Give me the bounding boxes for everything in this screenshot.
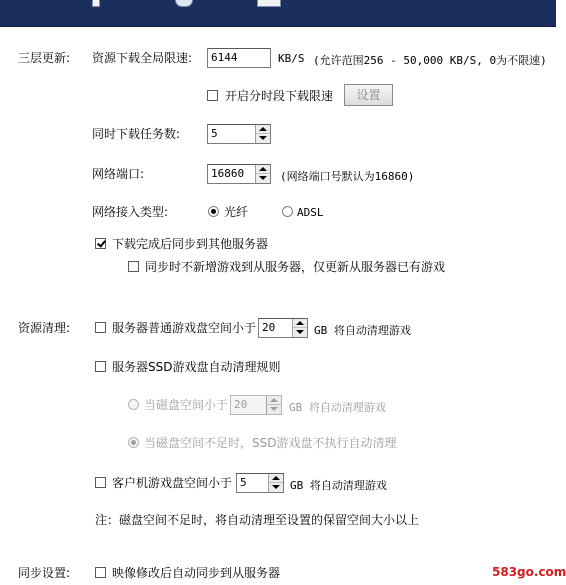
server-disk-spinner[interactable] bbox=[258, 318, 308, 338]
sync-after-download-checkbox[interactable] bbox=[95, 238, 106, 249]
client-disk-checkbox-wrap[interactable] bbox=[95, 477, 106, 491]
spinner-down-icon[interactable] bbox=[269, 483, 283, 492]
ssd-less-radio-wrap[interactable] bbox=[128, 399, 139, 413]
network-port-value: 16860 bbox=[211, 167, 245, 180]
spinner-arrows[interactable] bbox=[268, 474, 283, 492]
spinner-arrows[interactable] bbox=[255, 165, 270, 183]
spinner-down-icon[interactable] bbox=[256, 134, 270, 143]
sync-after-download-label: 下载完成后同步到其他服务器 bbox=[112, 237, 269, 251]
server-disk-checkbox-wrap[interactable] bbox=[95, 322, 106, 336]
ssd-less-label: 当磁盘空间小于 bbox=[144, 398, 229, 412]
spinner-down-icon[interactable] bbox=[256, 174, 270, 183]
server-disk-label: 服务器普通游戏盘空间小于 bbox=[112, 321, 257, 335]
ssd-rule-checkbox[interactable] bbox=[95, 361, 106, 372]
spinner-down-icon[interactable] bbox=[267, 405, 281, 414]
image-sync-label: 映像修改后自动同步到从服务器 bbox=[112, 566, 281, 580]
spinner-arrows[interactable] bbox=[255, 125, 270, 143]
client-disk-label: 客户机游戏盘空间小于 bbox=[112, 476, 233, 490]
ssd-no-clean-radio-wrap[interactable] bbox=[128, 437, 139, 451]
net-type-adsl-label: ADSL bbox=[297, 206, 324, 219]
concurrent-tasks-value: 5 bbox=[211, 127, 218, 140]
ssd-less-suffix: GB 将自动清理游戏 bbox=[289, 401, 386, 414]
network-type-label: 网络接入类型: bbox=[92, 205, 169, 219]
client-disk-value: 5 bbox=[240, 476, 247, 489]
concurrent-tasks-spinner[interactable] bbox=[207, 124, 271, 144]
spinner-up-icon[interactable] bbox=[256, 125, 270, 134]
toolbar-tab-stub[interactable] bbox=[257, 0, 281, 7]
ssd-no-clean-label: 当磁盘空间不足时，SSD游戏盘不执行自动清理 bbox=[144, 436, 397, 450]
spinner-up-icon[interactable] bbox=[293, 319, 307, 328]
spinner-arrows[interactable] bbox=[292, 319, 307, 337]
net-type-adsl-radio[interactable] bbox=[282, 206, 293, 217]
client-disk-checkbox[interactable] bbox=[95, 477, 106, 488]
section-label-sync: 同步设置: bbox=[18, 566, 71, 580]
spinner-up-icon[interactable] bbox=[269, 474, 283, 483]
image-sync-checkbox[interactable] bbox=[95, 567, 106, 578]
network-port-spinner[interactable] bbox=[207, 164, 271, 184]
timed-limit-checkbox[interactable] bbox=[207, 90, 218, 101]
network-port-hint: (网络端口号默认为16860) bbox=[280, 170, 415, 183]
toolbar-tab-stub[interactable] bbox=[175, 0, 193, 7]
net-type-fiber-label: 光纤 bbox=[224, 205, 249, 219]
no-new-games-label: 同步时不新增游戏到从服务器，仅更新从服务器已有游戏 bbox=[145, 260, 446, 274]
timed-limit-checkbox-wrap[interactable] bbox=[207, 90, 218, 104]
server-disk-value: 20 bbox=[262, 321, 276, 334]
ssd-less-value: 20 bbox=[234, 398, 248, 411]
ssd-no-clean-radio[interactable] bbox=[128, 437, 139, 448]
concurrent-tasks-label: 同时下载任务数: bbox=[92, 127, 181, 141]
ssd-rule-checkbox-wrap[interactable] bbox=[95, 361, 106, 375]
net-type-fiber-radio[interactable] bbox=[208, 206, 219, 217]
ssd-less-spinner[interactable] bbox=[230, 395, 282, 415]
ssd-rule-label: 服务器SSD游戏盘自动清理规则 bbox=[112, 360, 281, 374]
section-label-sansheng: 三层更新: bbox=[18, 51, 71, 65]
net-type-fiber-radio-wrap[interactable] bbox=[208, 206, 219, 220]
sync-after-download-checkbox-wrap[interactable] bbox=[95, 238, 106, 252]
timed-limit-label: 开启分时段下载限速 bbox=[225, 89, 334, 103]
window-title-bar bbox=[0, 0, 556, 27]
server-disk-suffix: GB 将自动清理游戏 bbox=[314, 324, 411, 337]
net-type-adsl-radio-wrap[interactable] bbox=[282, 206, 293, 220]
global-speed-limit-unit: KB/S bbox=[278, 52, 305, 65]
section-label-cleanup: 资源清理: bbox=[18, 321, 71, 335]
timed-limit-settings-button[interactable]: 设置 bbox=[344, 84, 393, 106]
global-speed-limit-input[interactable]: 6144 bbox=[207, 48, 271, 68]
server-disk-checkbox[interactable] bbox=[95, 322, 106, 333]
no-new-games-checkbox[interactable] bbox=[128, 261, 139, 272]
ssd-less-radio[interactable] bbox=[128, 399, 139, 410]
site-watermark: 583go.com bbox=[492, 565, 566, 579]
cleanup-note: 注：磁盘空间不足时，将自动清理至设置的保留空间大小以上 bbox=[95, 513, 420, 527]
client-disk-spinner[interactable] bbox=[236, 473, 284, 493]
spinner-up-icon[interactable] bbox=[256, 165, 270, 174]
network-port-label: 网络端口: bbox=[92, 167, 145, 181]
spinner-arrows[interactable] bbox=[266, 396, 281, 414]
global-speed-limit-hint: (允许范围256 - 50,000 KB/S, 0为不限速) bbox=[313, 54, 547, 67]
spinner-up-icon[interactable] bbox=[267, 396, 281, 405]
image-sync-checkbox-wrap[interactable] bbox=[95, 567, 106, 581]
no-new-games-checkbox-wrap[interactable] bbox=[128, 261, 139, 275]
spinner-down-icon[interactable] bbox=[293, 328, 307, 337]
toolbar-tab-stub[interactable] bbox=[92, 0, 100, 7]
client-disk-suffix: GB 将自动清理游戏 bbox=[290, 479, 387, 492]
global-speed-limit-label: 资源下载全局限速: bbox=[92, 51, 193, 65]
